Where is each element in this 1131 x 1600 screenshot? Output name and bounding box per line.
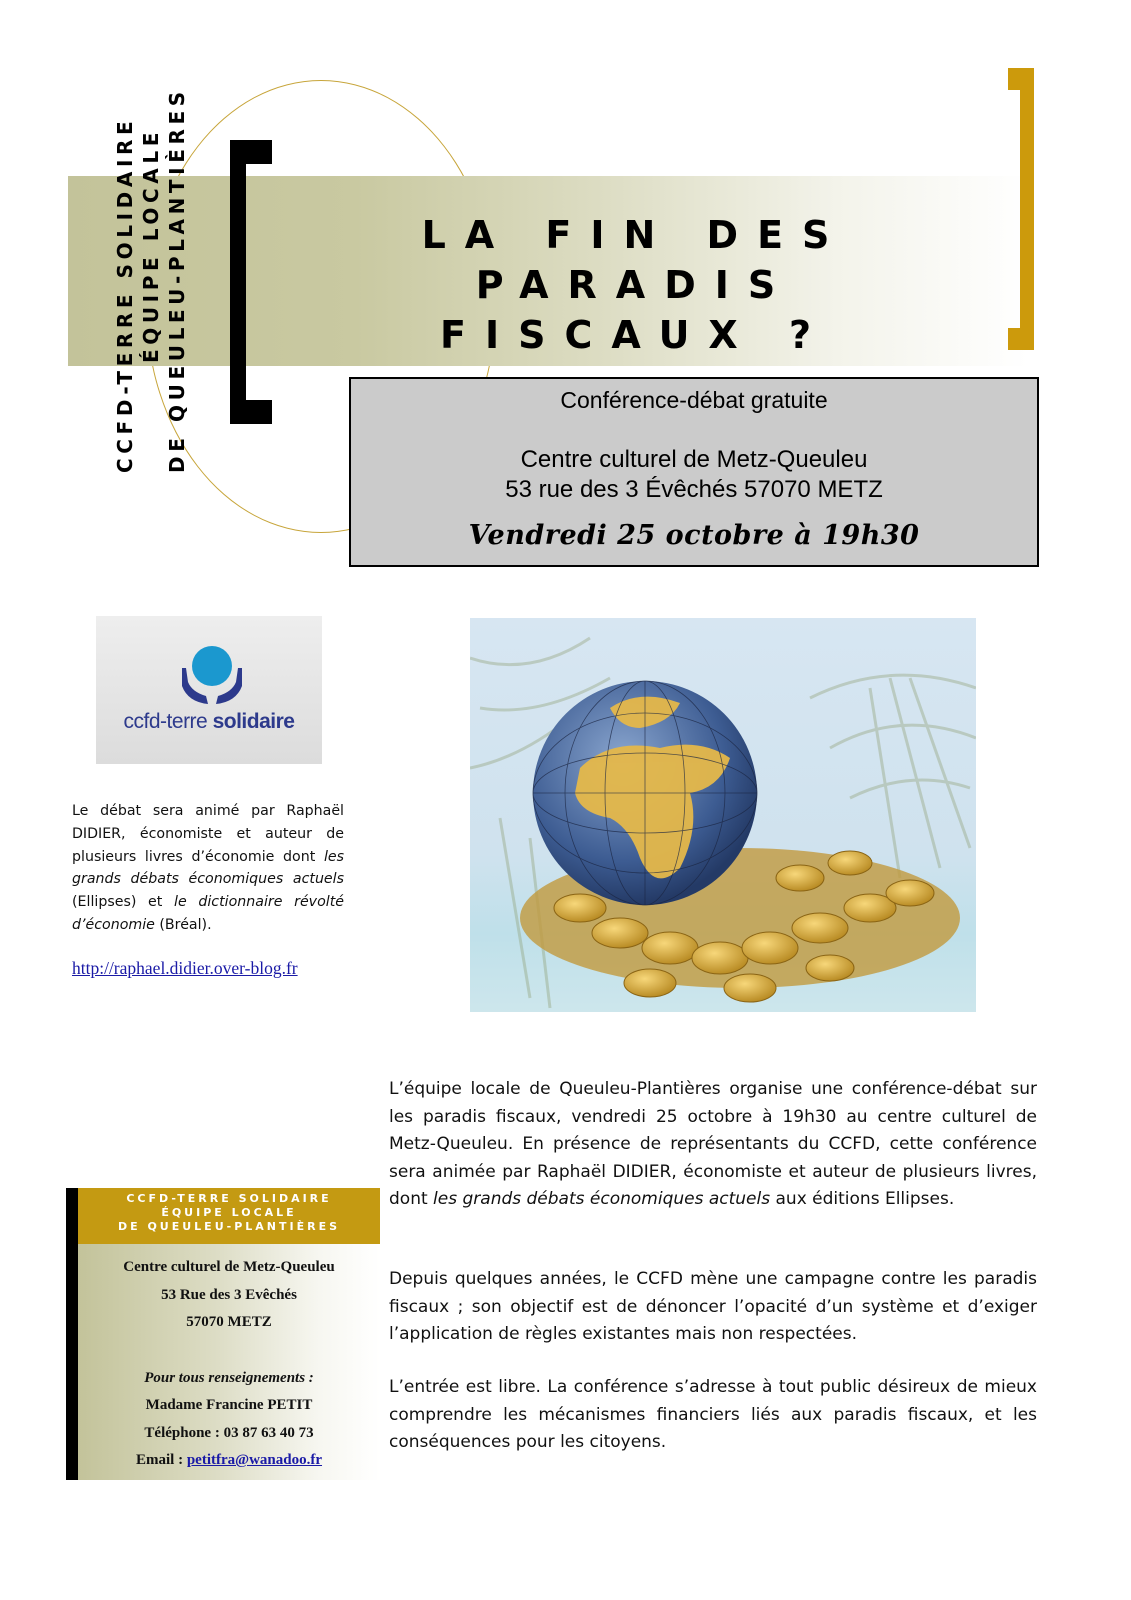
logo-text: ccfd-terre solidaire — [123, 710, 295, 733]
contact-city: 57070 METZ — [186, 1314, 272, 1330]
contact-street: 53 Rue des 3 Evêchés — [161, 1286, 297, 1303]
contact-phone: Téléphone : 03 87 63 40 73 — [144, 1424, 314, 1441]
contact-box — [66, 1188, 380, 1480]
right-bracket-decoration — [1008, 68, 1034, 350]
vertical-organization-label — [112, 87, 198, 473]
event-address: 53 rue des 3 Évêchés 57070 METZ — [505, 476, 883, 503]
vertical-line-1: CCFD-TERRE SOLIDAIRE — [113, 116, 137, 473]
article-paragraph-3: L’entrée est libre. La conférence s’adresse à tout public désireux de mieux comprendre les mécanismes financiers liés aux paradis fiscaux, et les conséquences pour les citoyens. — [389, 1377, 1037, 1453]
contact-person: Madame Francine PETIT — [145, 1397, 313, 1413]
page-title — [285, 210, 985, 360]
vertical-line-3: DE QUEULEU-PLANTIÈRES — [165, 87, 189, 473]
left-bracket-decoration — [230, 140, 272, 424]
contact-head-line-3: DE QUEULEU-PLANTIÈRES — [117, 1220, 341, 1233]
hands-icon — [176, 666, 248, 706]
contact-box-body — [78, 1244, 380, 1480]
ccfd-logo — [96, 616, 322, 764]
contact-venue: Centre culturel de Metz-Queuleu — [123, 1259, 335, 1275]
article-paragraph-2: Depuis quelques années, le CCFD mène une campagne contre les paradis fiscaux ; son objectif est de dénoncer l’opacité d’un système et d’exiger l’application de règles existantes mais non respectées. — [389, 1269, 1037, 1345]
event-venue: Centre culturel de Metz-Queuleu — [520, 446, 868, 473]
contact-email-row — [78, 1447, 380, 1475]
contact-box-accent-bar — [66, 1188, 78, 1480]
contact-head-line-1: CCFD-TERRE SOLIDAIRE — [126, 1192, 332, 1205]
globe-on-gold-coins-image — [470, 618, 976, 1012]
contact-email-label: Email : — [135, 1452, 187, 1468]
contact-box-header — [78, 1188, 380, 1244]
event-info-box — [349, 377, 1039, 567]
vertical-line-2: ÉQUIPE LOCALE — [139, 128, 163, 364]
contact-email-link[interactable]: petitfra@wanadoo.fr — [186, 1452, 323, 1468]
speaker-blog-link[interactable]: http://raphael.didier.over-blog.fr — [72, 958, 298, 978]
contact-info-label: Pour tous renseignements : — [144, 1369, 314, 1386]
event-type: Conférence-débat gratuite — [560, 387, 828, 413]
title-line-2: FISCAUX ? — [439, 313, 831, 357]
globe-coins-photo — [470, 618, 976, 1012]
speaker-bio: Le débat sera animé par Raphaël DIDIER, économiste et auteur de plusieurs livres d’économie dont les grands débats économiques actuels (Ellipses) et le dictionnaire révolté d’économie (Bréal). — [72, 803, 344, 933]
title-line-1: LA FIN DES PARADIS — [421, 213, 849, 307]
article-paragraph-1: L’équipe locale de Queuleu-Plantières organise une conférence-débat sur les paradis fiscaux, vendredi 25 octobre à 19h30 au centre culturel de Metz-Queuleu. En présence de représentants du CCFD, cette conférence sera animée par Raphaël DIDIER, économiste et auteur de plusieurs livres, dont les grands débats économiques actuels aux éditions Ellipses. — [389, 1079, 1037, 1210]
event-date: Vendredi 25 octobre à 19h30 — [468, 520, 920, 551]
contact-head-line-2: ÉQUIPE LOCALE — [161, 1206, 297, 1219]
